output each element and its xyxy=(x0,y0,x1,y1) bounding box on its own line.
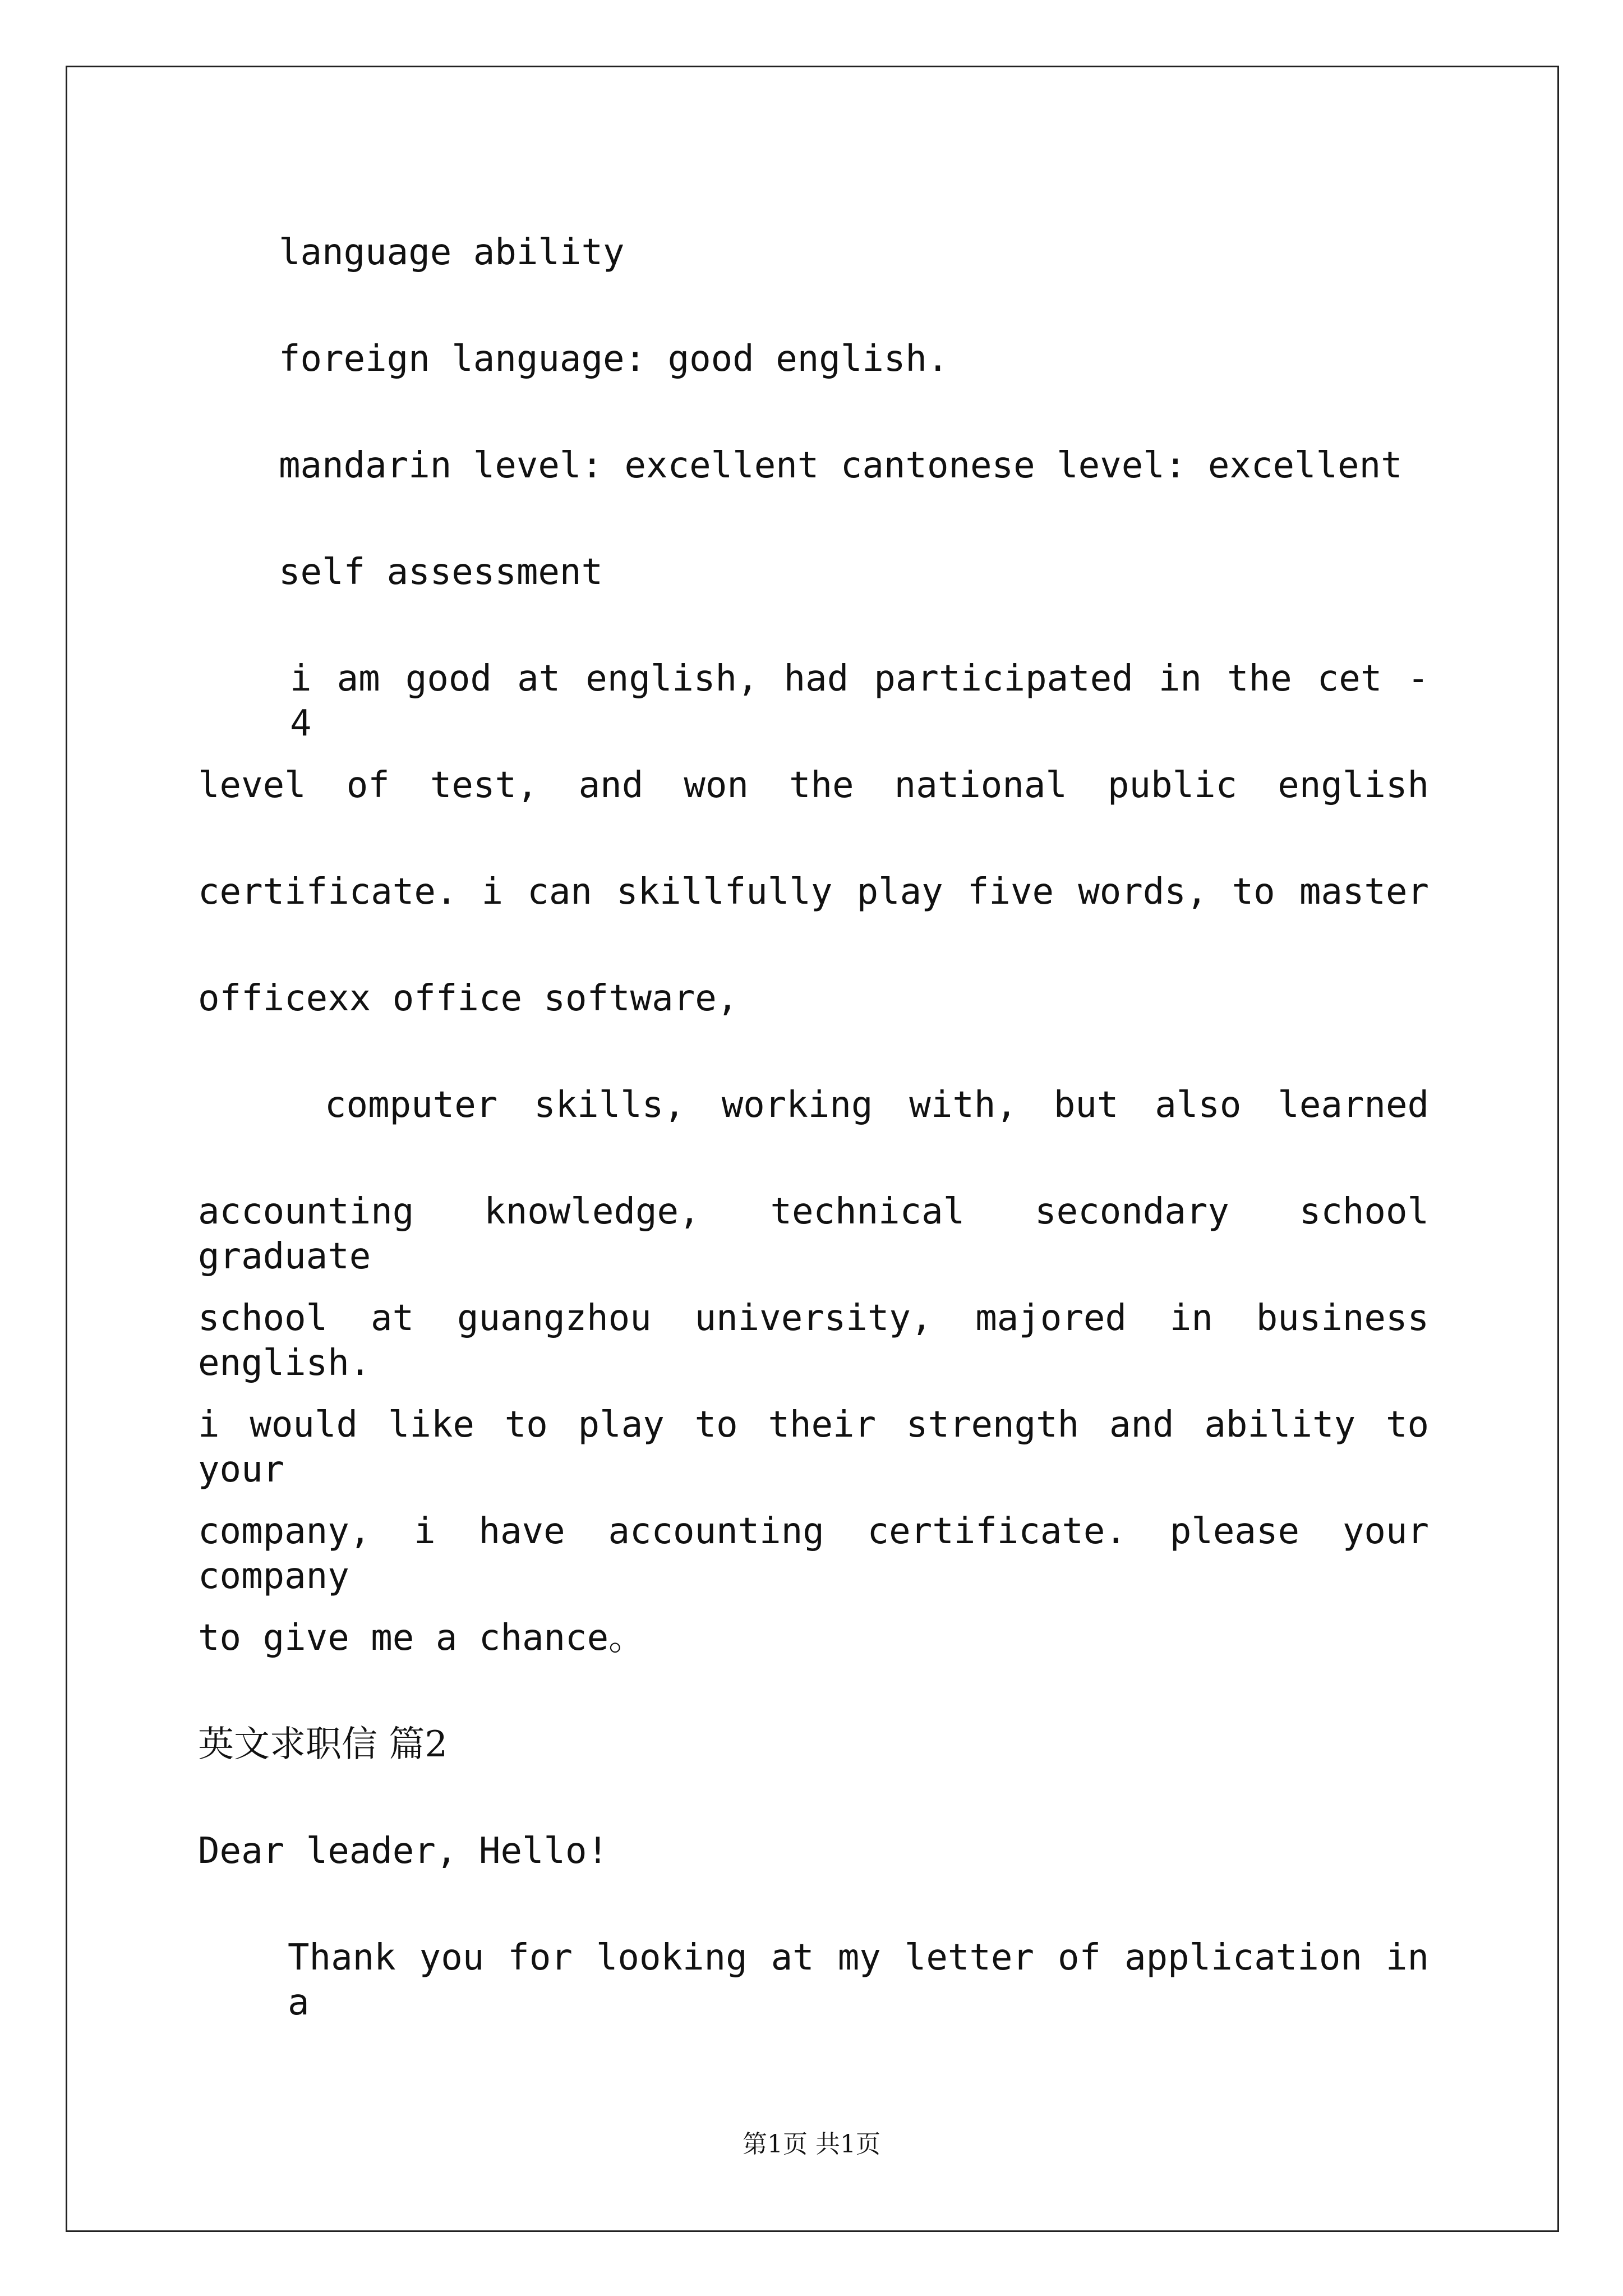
text-line: certificate. i can skillfully play five words, to master xyxy=(198,871,1429,913)
text-line: company, i have accounting certificate. please your company xyxy=(198,1511,1429,1597)
page-border xyxy=(66,66,1559,2232)
section-title-self-assessment: self assessment xyxy=(279,551,603,593)
text-line: foreign language: good english. xyxy=(279,338,949,380)
page-number-footer: 第1页 共1页 xyxy=(743,2130,880,2159)
section-title-language-ability: language ability xyxy=(279,232,625,273)
text-line: officexx office software, xyxy=(198,978,739,1019)
text-line: i am good at english, had participated in the cet - 4 xyxy=(290,658,1429,744)
letter-heading: 英文求职信 篇2 xyxy=(198,1724,448,1765)
text-line: accounting knowledge, technical secondary school graduate xyxy=(198,1191,1429,1277)
text-line: Thank you for looking at my letter of application in a xyxy=(288,1937,1429,2023)
greeting: Dear leader, Hello! xyxy=(198,1830,609,1872)
text-line: mandarin level: excellent cantonese level: excellent xyxy=(279,445,1403,486)
text-line: to give me a chance。 xyxy=(198,1617,645,1659)
text-line: level of test, and won the national public english xyxy=(198,765,1429,806)
text-line: school at guangzhou university, majored in business english. xyxy=(198,1297,1429,1384)
text-line: computer skills, working with, but also learned xyxy=(325,1084,1429,1126)
text-line: i would like to play to their strength and ability to your xyxy=(198,1404,1429,1490)
